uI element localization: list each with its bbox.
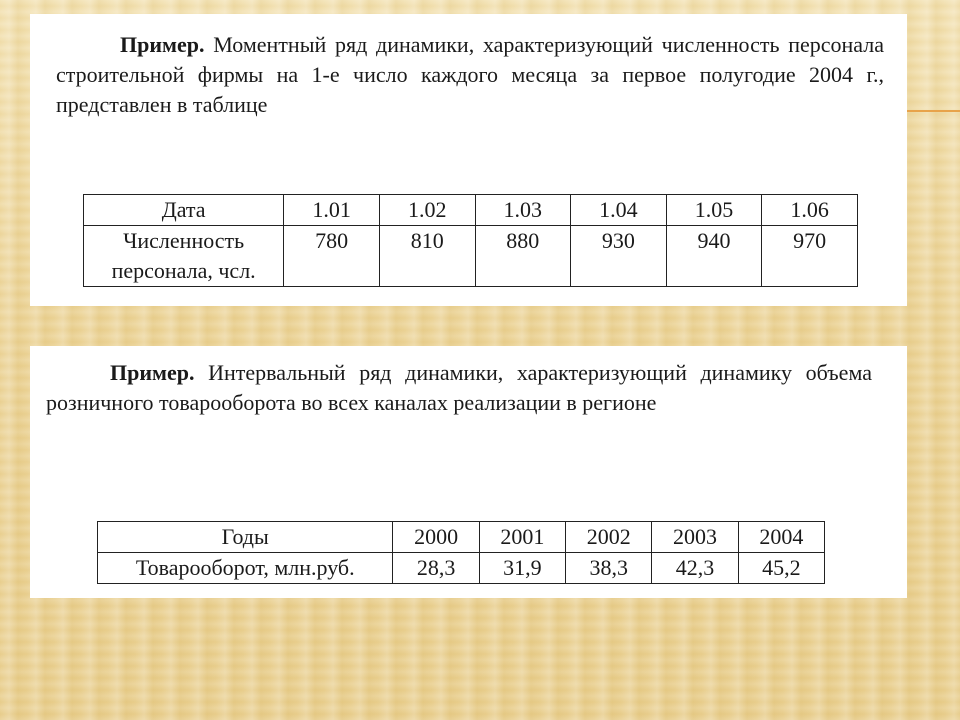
table-cell-value: 31,9: [479, 553, 565, 584]
table-cell-value: 940: [666, 226, 762, 287]
table-row-label-turnover: Товарооборот, млн.руб.: [98, 553, 393, 584]
table-cell-value: 38,3: [566, 553, 652, 584]
table-cell-year: 2004: [738, 522, 824, 553]
table-header-years: Годы: [98, 522, 393, 553]
turnover-table: [97, 521, 825, 584]
example-text: Моментный ряд динамики, характеризующий численность персонала строительной фирмы на 1-е число каждого месяца за первое полугодие 2004 г., представлен в таблице: [56, 32, 884, 117]
table-cell-date: 1.05: [666, 195, 762, 226]
table-cell-year: 2001: [479, 522, 565, 553]
table-row-label-staff: Численность персонала, чсл.: [84, 226, 284, 287]
table-cell-year: 2000: [393, 522, 479, 553]
accent-line: [905, 110, 960, 112]
example-lead: Пример.: [110, 360, 195, 385]
table-cell-value: 28,3: [393, 553, 479, 584]
table-cell-value: 880: [475, 226, 571, 287]
table-cell-value: 810: [379, 226, 475, 287]
table-cell-value: 42,3: [652, 553, 738, 584]
example-text: Интервальный ряд динамики, характеризующий динамику объема розничного товарооборота во всех каналах реализации в регионе: [46, 360, 872, 415]
table-cell-date: 1.01: [284, 195, 380, 226]
table-cell-value: 930: [571, 226, 667, 287]
staff-table: [83, 194, 858, 287]
example-paragraph: [56, 30, 884, 120]
table-cell-value: 780: [284, 226, 380, 287]
table-header-date: Дата: [84, 195, 284, 226]
example-panel-moment: [30, 14, 907, 306]
table-cell-year: 2002: [566, 522, 652, 553]
table-cell-date: 1.02: [379, 195, 475, 226]
example-paragraph: [46, 358, 872, 418]
table-cell-date: 1.03: [475, 195, 571, 226]
table-cell-year: 2003: [652, 522, 738, 553]
table-cell-value: 45,2: [738, 553, 824, 584]
table-cell-date: 1.06: [762, 195, 858, 226]
example-panel-interval: [30, 346, 907, 598]
example-lead: Пример.: [120, 32, 205, 57]
table-cell-value: 970: [762, 226, 858, 287]
table-cell-date: 1.04: [571, 195, 667, 226]
